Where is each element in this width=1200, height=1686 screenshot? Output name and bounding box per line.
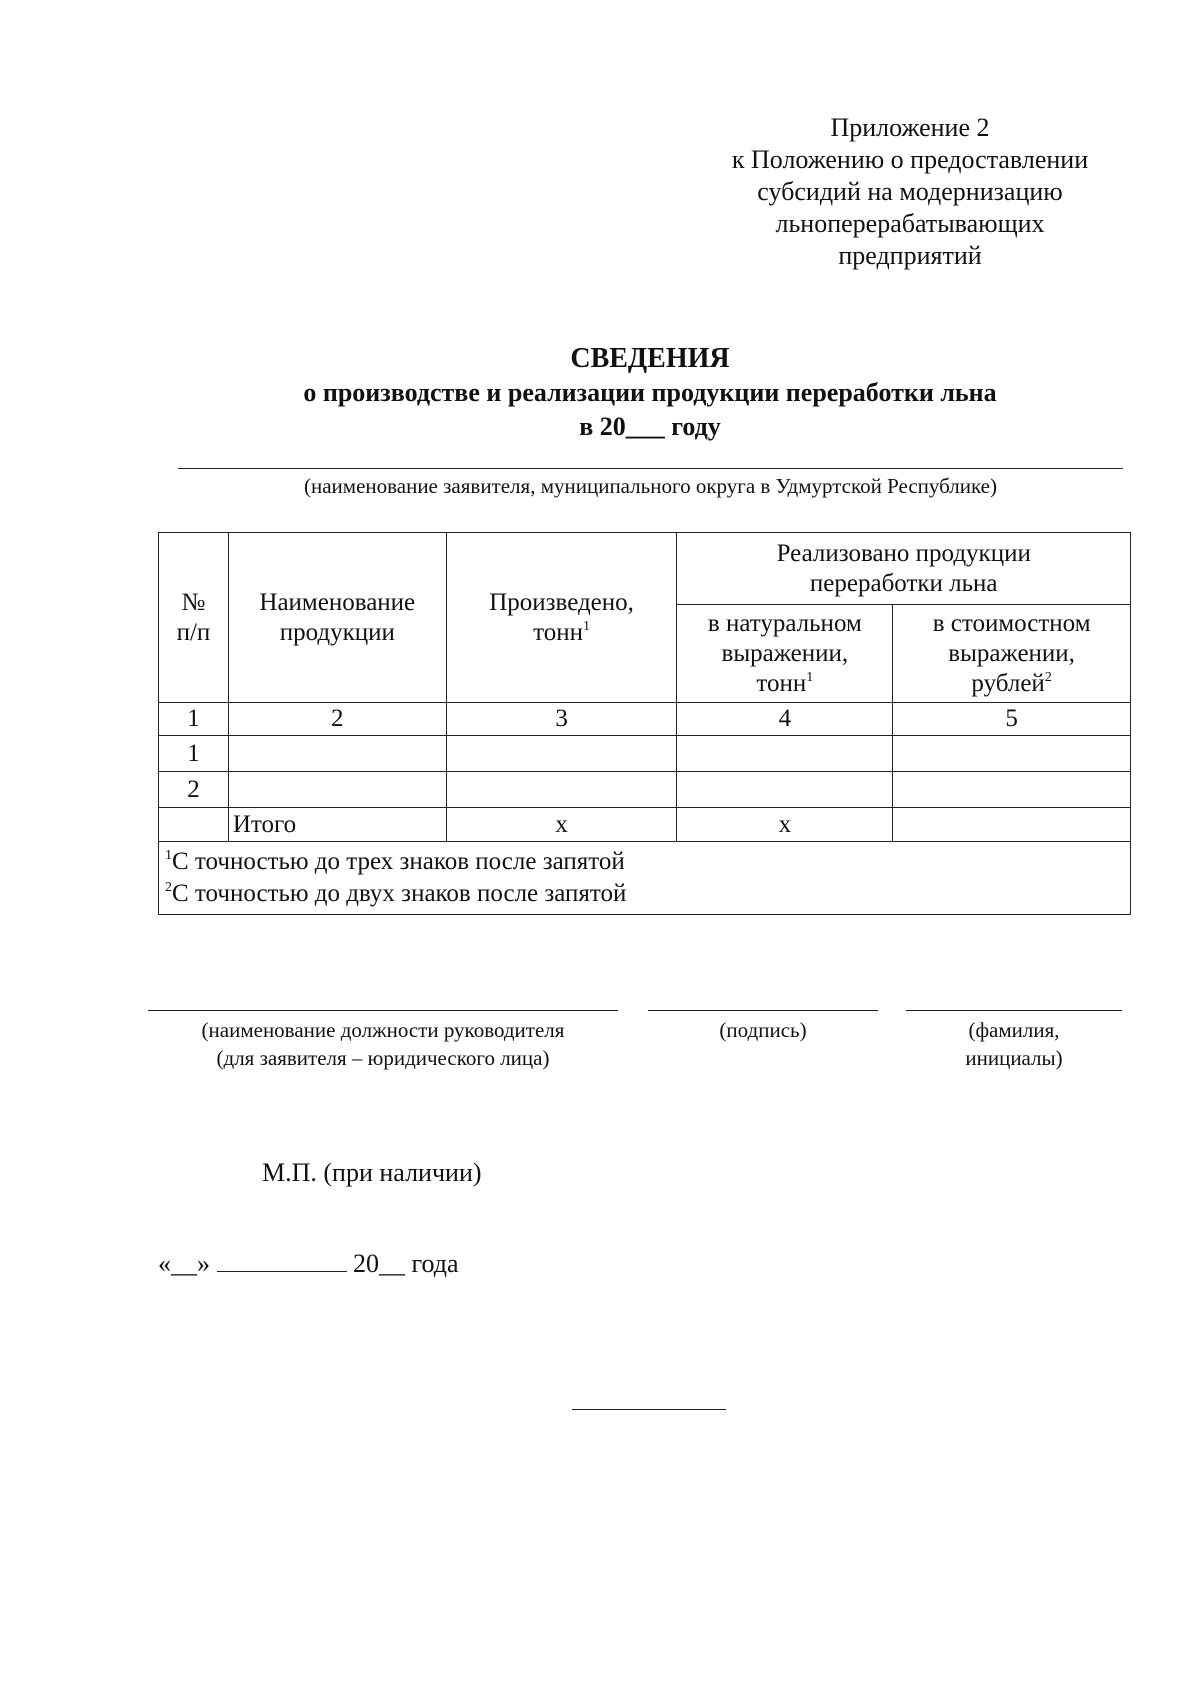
row-product-name bbox=[228, 736, 446, 772]
total-produced: х bbox=[446, 808, 677, 842]
total-label: Итого bbox=[228, 808, 446, 842]
footnote: $^1$С точностью до трех знаков после запятой bbox=[165, 848, 625, 875]
annex-line: предприятий bbox=[838, 241, 982, 270]
applicant-line bbox=[178, 468, 1123, 469]
row-produced bbox=[446, 736, 677, 772]
applicant-caption: (наименование заявителя, муниципального округа в Удмуртской Республике) bbox=[303, 474, 997, 498]
total-natural: х bbox=[677, 808, 893, 842]
annex-line: льноперерабатывающих bbox=[775, 209, 1045, 238]
date-month-blank bbox=[217, 1247, 347, 1272]
annex-line: к Положению о предоставлении bbox=[731, 145, 1089, 174]
row-cost bbox=[893, 772, 1131, 808]
name-line bbox=[906, 1010, 1122, 1011]
title-year-line: в 20___ году bbox=[579, 412, 721, 441]
position-line bbox=[148, 1010, 618, 1011]
signature-caption: (подпись) bbox=[719, 1018, 807, 1042]
table-row bbox=[159, 736, 1131, 772]
title-subtitle: о производстве и реализации продукции переработки льна bbox=[303, 378, 997, 407]
bottom-separator-line bbox=[572, 1409, 726, 1410]
production-table bbox=[158, 532, 1131, 915]
annex-header bbox=[700, 112, 1120, 272]
document-title bbox=[0, 342, 1200, 444]
column-number: 1 bbox=[159, 703, 229, 736]
header-product-name: Наименование продукции bbox=[228, 533, 446, 703]
row-natural bbox=[677, 772, 893, 808]
signature-line bbox=[648, 1010, 878, 1011]
header-sold-cost: в стоимостном выражении, рублей$^2$ bbox=[893, 605, 1131, 703]
header-produced: Произведено, тонн$^1$ bbox=[446, 533, 677, 703]
footnotes-row bbox=[159, 842, 1131, 915]
total-cost bbox=[893, 808, 1131, 842]
row-cost bbox=[893, 736, 1131, 772]
title-main: СВЕДЕНИЯ bbox=[570, 343, 730, 374]
stamp-placeholder: М.П. (при наличии) bbox=[262, 1158, 482, 1187]
table-header-row bbox=[159, 533, 1131, 605]
footnotes bbox=[159, 842, 1131, 915]
column-number: 2 bbox=[228, 703, 446, 736]
column-number: 3 bbox=[446, 703, 677, 736]
date-year: 20__ года bbox=[353, 1249, 459, 1278]
name-caption: (фамилия, инициалы) bbox=[965, 1018, 1063, 1070]
row-num: 2 bbox=[159, 772, 229, 808]
header-num: № п/п bbox=[159, 533, 229, 703]
row-product-name bbox=[228, 772, 446, 808]
footnote: $^2$С точностью до двух знаков после запятой bbox=[165, 880, 627, 907]
column-number: 4 bbox=[677, 703, 893, 736]
header-sold-group: Реализовано продукции переработки льна bbox=[677, 533, 1131, 605]
table-row bbox=[159, 772, 1131, 808]
column-numbering-row bbox=[159, 703, 1131, 736]
column-number: 5 bbox=[893, 703, 1131, 736]
date-day: «__» bbox=[158, 1249, 210, 1278]
row-natural bbox=[677, 736, 893, 772]
total-row bbox=[159, 808, 1131, 842]
total-num bbox=[159, 808, 229, 842]
annex-line: субсидий на модернизацию bbox=[757, 177, 1063, 206]
header-sold-natural: в натуральном выражении, тонн$^1$ bbox=[677, 605, 893, 703]
row-num: 1 bbox=[159, 736, 229, 772]
date-line bbox=[158, 1247, 459, 1279]
position-caption: (наименование должности руководителя (для заявителя – юридического лица) bbox=[201, 1018, 565, 1070]
row-produced bbox=[446, 772, 677, 808]
annex-line: Приложение 2 bbox=[830, 113, 990, 142]
